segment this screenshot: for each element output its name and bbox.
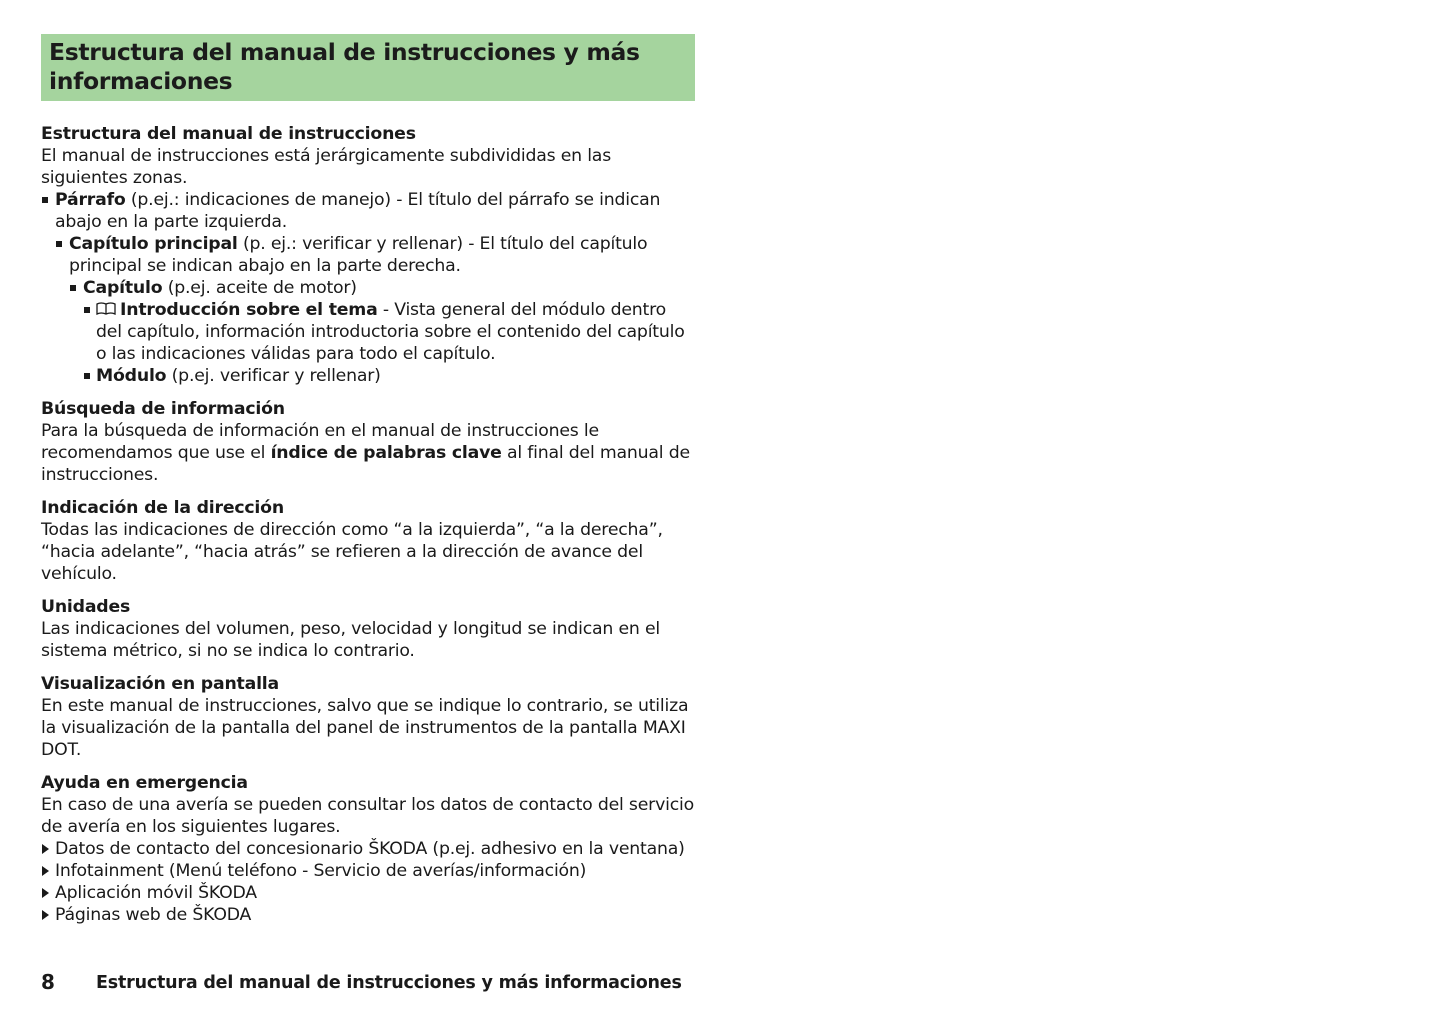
triangle-bullet-icon bbox=[42, 844, 49, 854]
structure-section bbox=[41, 123, 695, 387]
footer-title: Estructura del manual de instrucciones y más informaciones bbox=[96, 973, 682, 993]
item-text: (p. ej.: verificar y rellenar) - El título del capítulo principal se indican abajo en la parte derecha. bbox=[69, 234, 648, 276]
list-item-paragraph bbox=[41, 189, 695, 233]
square-bullet-icon bbox=[42, 197, 48, 203]
item-text: (p.ej. verificar y rellenar) bbox=[166, 366, 381, 386]
structure-list bbox=[41, 189, 695, 387]
item-text: - Vista general del módulo dentro del capítulo, información introductoria sobre el contenido del capítulo o las indicaciones válidas para todo el capítulo. bbox=[96, 300, 685, 364]
item-label: Párrafo bbox=[55, 190, 126, 210]
list-item-module bbox=[41, 365, 695, 387]
display-section bbox=[41, 673, 695, 761]
chapter-title-box bbox=[41, 34, 695, 101]
emergency-text: En caso de una avería se pueden consultar los datos de contacto del servicio de avería en los siguientes lugares. bbox=[41, 795, 694, 837]
square-bullet-icon bbox=[84, 307, 90, 313]
list-item-text: Infotainment (Menú teléfono - Servicio de averías/información) bbox=[55, 861, 587, 881]
square-bullet-icon bbox=[56, 241, 62, 247]
search-text-after: al final del manual de instrucciones. bbox=[41, 443, 690, 485]
book-icon bbox=[96, 302, 116, 316]
search-text bbox=[41, 420, 695, 486]
emergency-heading: Ayuda en emergencia bbox=[41, 773, 248, 793]
list-item bbox=[41, 904, 695, 926]
item-text: (p.ej.: indicaciones de manejo) - El título del párrafo se indican abajo en la parte izquierda. bbox=[55, 190, 661, 232]
units-heading: Unidades bbox=[41, 597, 131, 617]
chapter-title-line2: informaciones bbox=[49, 67, 233, 95]
structure-heading: Estructura del manual de instrucciones bbox=[41, 124, 416, 144]
list-item-main-chapter bbox=[41, 233, 695, 277]
page-footer bbox=[41, 968, 741, 998]
chapter-title bbox=[49, 38, 687, 96]
search-text-before: Para la búsqueda de información en el manual de instrucciones le recomendamos que use el bbox=[41, 421, 599, 463]
direction-text: Todas las indicaciones de dirección como “a la izquierda”, “a la derecha”, “hacia adelante”, “hacia atrás” se refieren a la dirección de avance del vehículo. bbox=[41, 520, 663, 584]
search-text-bold: índice de palabras clave bbox=[270, 443, 502, 463]
list-item bbox=[41, 860, 695, 882]
display-text: En este manual de instrucciones, salvo que se indique lo contrario, se utiliza la visualización de la pantalla del panel de instrumentos de la pantalla MAXI DOT. bbox=[41, 696, 689, 760]
triangle-bullet-icon bbox=[42, 888, 49, 898]
units-text: Las indicaciones del volumen, peso, velocidad y longitud se indican en el sistema métrico, si no se indica lo contrario. bbox=[41, 619, 660, 661]
list-item-text: Páginas web de ŠKODA bbox=[55, 905, 252, 925]
page-content bbox=[41, 34, 695, 926]
emergency-list bbox=[41, 838, 695, 926]
square-bullet-icon bbox=[70, 285, 76, 291]
page-number: 8 bbox=[41, 970, 55, 994]
list-item-chapter bbox=[41, 277, 695, 299]
list-item-text: Datos de contacto del concesionario ŠKODA (p.ej. adhesivo en la ventana) bbox=[55, 839, 685, 859]
list-item bbox=[41, 838, 695, 860]
item-label: Capítulo bbox=[83, 278, 163, 298]
triangle-bullet-icon bbox=[42, 866, 49, 876]
item-label: Módulo bbox=[96, 366, 167, 386]
display-heading: Visualización en pantalla bbox=[41, 674, 279, 694]
square-bullet-icon bbox=[84, 373, 90, 379]
search-heading: Búsqueda de información bbox=[41, 399, 285, 419]
list-item-text: Aplicación móvil ŠKODA bbox=[55, 883, 257, 903]
item-label: Capítulo principal bbox=[69, 234, 238, 254]
item-label: Introducción sobre el tema bbox=[120, 300, 378, 320]
search-section bbox=[41, 398, 695, 486]
triangle-bullet-icon bbox=[42, 910, 49, 920]
list-item-introduction bbox=[41, 299, 695, 365]
direction-heading: Indicación de la dirección bbox=[41, 498, 284, 518]
emergency-section bbox=[41, 772, 695, 926]
structure-intro: El manual de instrucciones está jerárgicamente subdivididas en las siguientes zonas. bbox=[41, 146, 612, 188]
chapter-title-line1: Estructura del manual de instrucciones y más bbox=[49, 38, 640, 66]
direction-section bbox=[41, 497, 695, 585]
item-text: (p.ej. aceite de motor) bbox=[162, 278, 357, 298]
units-section bbox=[41, 596, 695, 662]
list-item bbox=[41, 882, 695, 904]
